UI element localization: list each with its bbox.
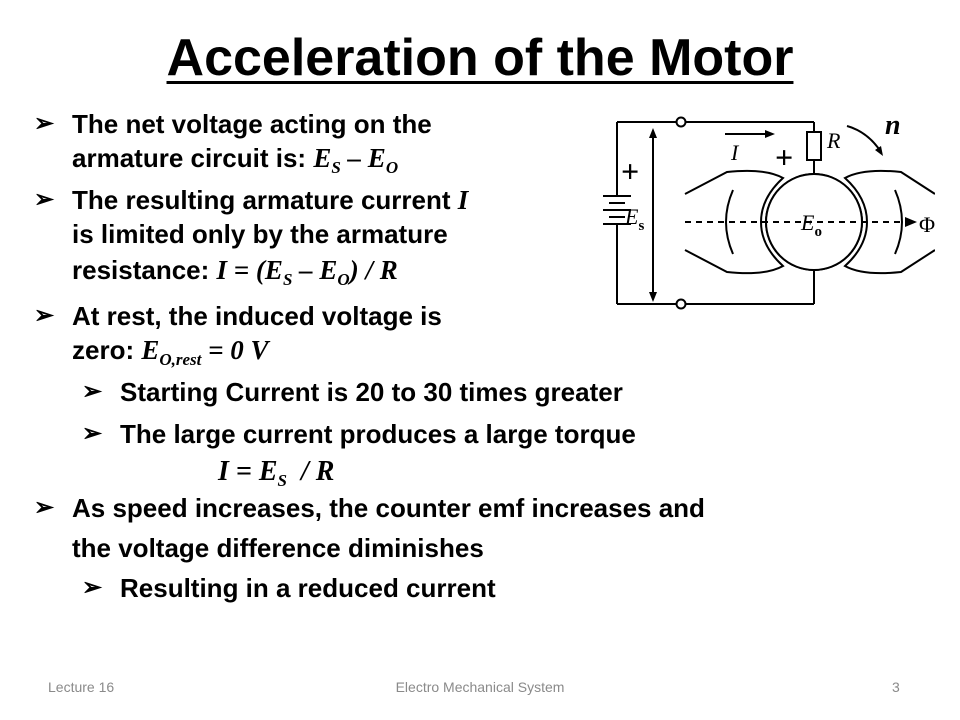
- bullet-arrow-icon: ➢: [34, 302, 55, 329]
- math-eo-rest: $E_{O,rest} = 0$ V: [141, 335, 269, 369]
- bullet-2-line-1: The resulting armature current I: [72, 185, 469, 215]
- bullet-3-line-1: At rest, the induced voltage is: [72, 301, 442, 331]
- label-flux: Φ: [919, 212, 935, 237]
- top-terminal: [677, 118, 686, 127]
- sub-bullet-3: Resulting in a reduced current: [120, 573, 496, 603]
- bullet-4-line-2: the voltage difference diminishes: [72, 533, 484, 563]
- math-es: $E_S - E_O$: [313, 143, 399, 177]
- bullet-3-line-2: zero: $E_{O,rest} = 0$ V: [72, 335, 269, 369]
- math-current-eq: $I = (E_S - E_O) / R$: [216, 255, 398, 289]
- label-es: $E_s$: [625, 204, 645, 234]
- label-resistance: R: [827, 128, 841, 153]
- resistor-icon: [807, 132, 821, 160]
- slide-title: Acceleration of the Motor: [166, 29, 794, 87]
- bullet-arrow-icon: ➢: [34, 110, 55, 137]
- rotation-arrow: [847, 126, 881, 152]
- sub-bullet-arrow-icon: ➢: [82, 574, 103, 601]
- sub-bullet-arrow-icon: ➢: [82, 420, 103, 447]
- bullet-1-line-1: The net voltage acting on the: [72, 109, 432, 139]
- bullet-4-line-1: As speed increases, the counter emf increases and: [72, 493, 705, 523]
- bullet-2-line-3: resistance: $I = (E_S - E_O) / R$: [72, 255, 398, 289]
- footer-course: Electro Mechanical System: [395, 679, 565, 695]
- bullet-arrow-icon: ➢: [34, 186, 55, 213]
- sub-bullet-1: Starting Current is 20 to 30 times greater: [120, 377, 623, 407]
- sub-bullet-2: The large current produces a large torque: [120, 419, 636, 449]
- bottom-terminal: [677, 300, 686, 309]
- footer-lecture: Lecture 16: [48, 679, 115, 695]
- bullet-arrow-icon: ➢: [34, 494, 55, 521]
- footer-page-number: 3: [892, 679, 900, 695]
- bullet-2-line-2: is limited only by the armature: [72, 219, 448, 249]
- sub-bullet-arrow-icon: ➢: [82, 378, 103, 405]
- label-current: I: [731, 140, 739, 165]
- label-eo: $E_o$: [801, 210, 822, 240]
- label-speed: n: [885, 110, 901, 141]
- plus-sign-battery: +: [621, 153, 640, 189]
- bullet-1-line-2: armature circuit is: $E_S - E_O$: [72, 143, 399, 177]
- equation-starting-current: $I = E_S / R$: [218, 456, 335, 490]
- plus-sign-armature: +: [775, 139, 794, 175]
- motor-circuit-diagram: [585, 102, 935, 332]
